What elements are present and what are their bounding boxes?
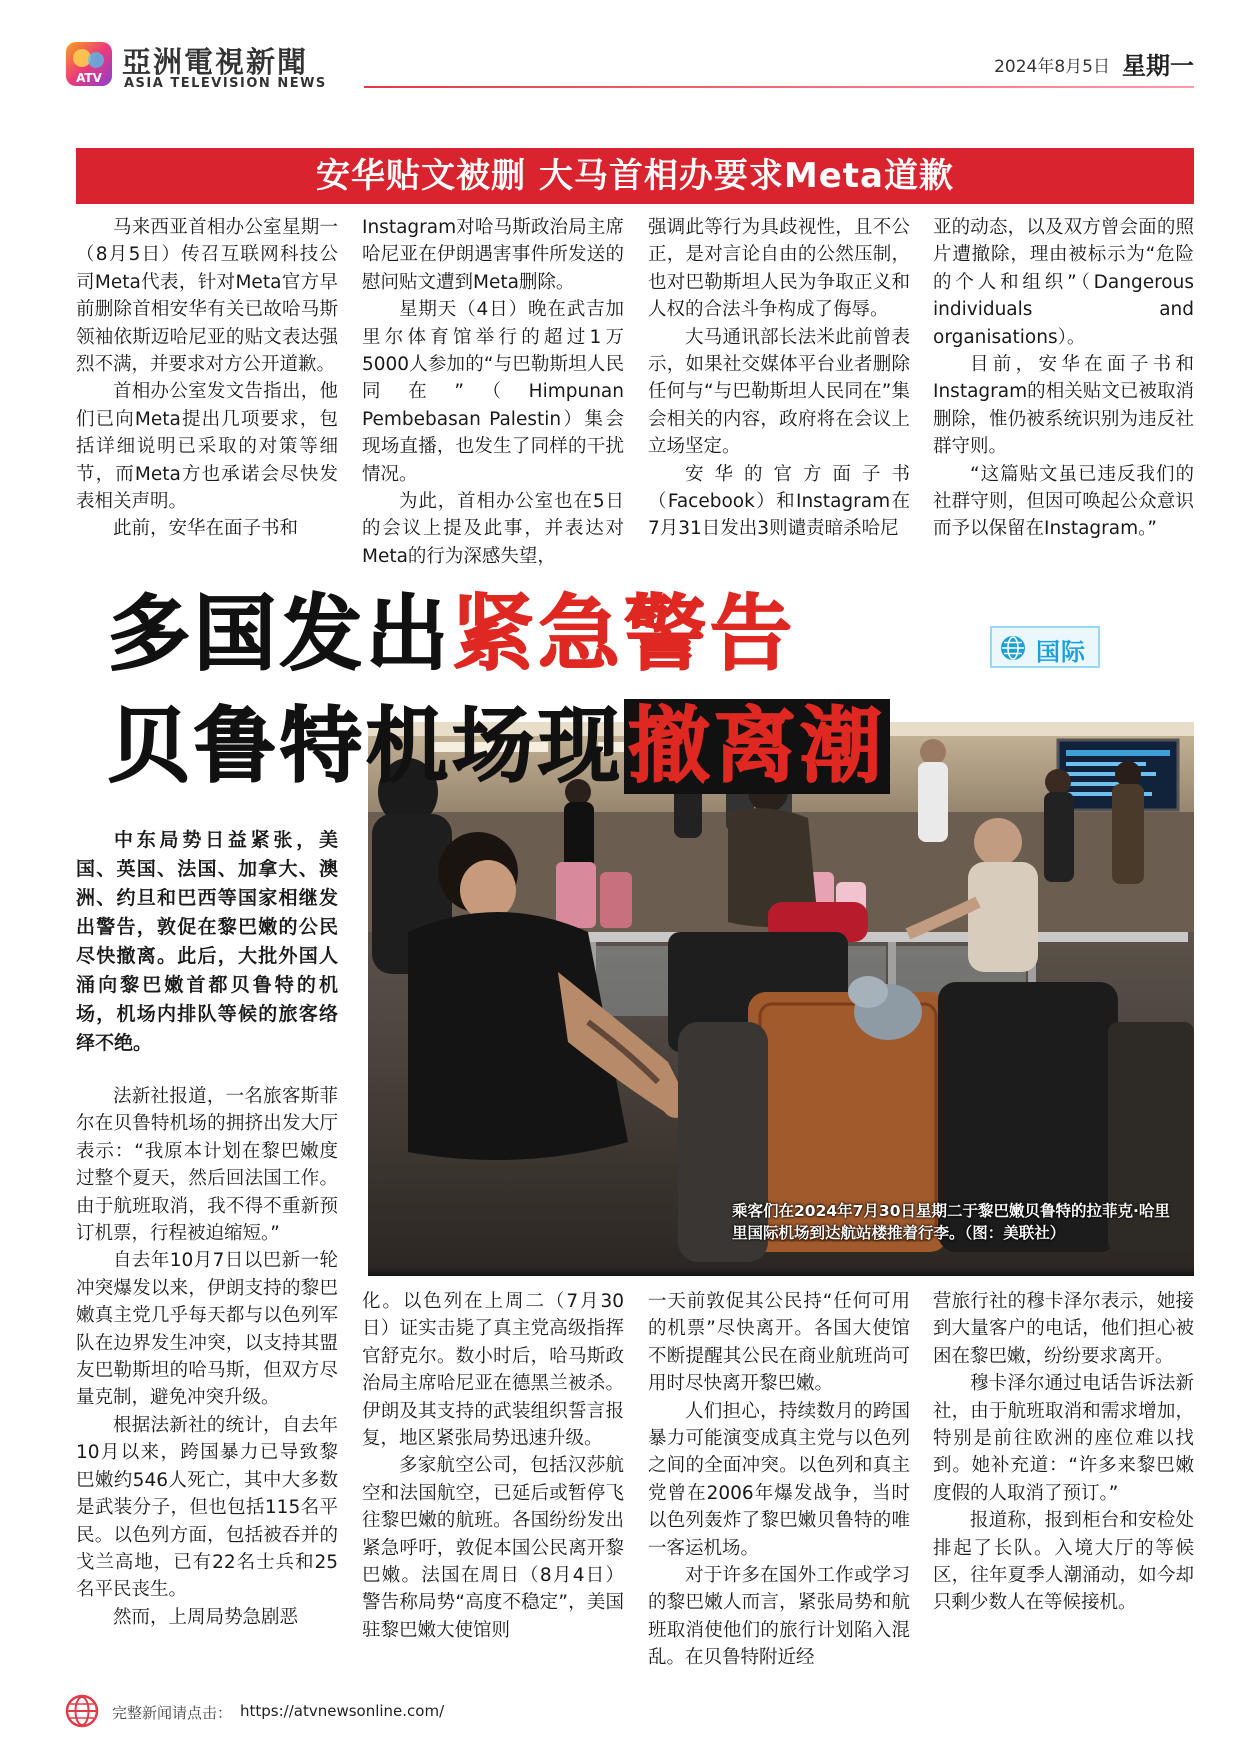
story2-headline-line1 — [108, 587, 797, 682]
footer-label: 完整新闻请点击： — [112, 1704, 233, 1722]
globe-icon — [1000, 635, 1026, 661]
story1-column-1 — [76, 214, 338, 543]
story2-column-2 — [362, 1288, 624, 1644]
footer-link[interactable]: https://atvnewsonline.com/ — [240, 1702, 445, 1720]
paragraph: 马来西亚首相办公室星期一（8月5日）传召互联网科技公司Meta代表，针对Meta官方早前删除首相安华有关已故哈马斯领袖依斯迈哈尼亚的贴文表达强烈不满，并要求对方公开道歉。 — [76, 217, 338, 376]
paragraph: 首相办公室发文告指出，他们已向Meta提出几项要求，包括详细说明已采取的对策等细节，而Meta方也承诺会尽快发表相关声明。 — [76, 381, 338, 513]
paragraph: 一天前敦促其公民持“任何可用的机票”尽快离开。各国大使馆不断提醒其公民在商业航班尚可用时尽快离开黎巴嫩。 — [648, 1291, 910, 1395]
paragraph: 星期天（4日）晚在武吉加里尔体育馆举行的超过1万5000人参加的“与巴勒斯坦人民同在”（Himpunan Pembebasan Palestin）集会现场直播，也发生了同样的干扰情况。 — [362, 299, 624, 485]
logo-text: ATV — [76, 71, 102, 85]
paragraph: 对于许多在国外工作或学习的黎巴嫩人而言，紧张局势和航班取消使他们的旅行计划陷入混乱。在贝鲁特附近经 — [648, 1565, 910, 1669]
paragraph: 穆卡泽尔通过电话告诉法新社，由于航班取消和需求增加，特别是前往欧洲的座位难以找到。她补充道：“许多来黎巴嫩度假的人取消了预订。” — [933, 1373, 1194, 1504]
paragraph: 强调此等行为具歧视性，且不公正，是对言论自由的公然压制，也对巴勒斯坦人民为争取正义和人权的合法斗争构成了侮辱。 — [648, 217, 910, 321]
paragraph: 法新社报道，一名旅客斯菲尔在贝鲁特机场的拥挤出发大厅表示：“我原本计划在黎巴嫩度过整个夏天，然后回法国工作。由于航班取消，我不得不重新预订机票，行程被迫缩短。” — [76, 1086, 338, 1245]
headline-highlight: 紧急警告 — [452, 587, 797, 682]
paragraph: 根据法新社的统计，自去年10月以来，跨国暴力已导致黎巴嫩约546人死亡，其中大多数是武装分子，但也包括115名平民。以色列方面，包括被吞并的戈兰高地，已有22名士兵和25名平民丧生。 — [76, 1414, 338, 1601]
paragraph: 报道称，报到柜台和安检处排起了长队。入境大厅的等候区，往年夏季人潮涌动，如今却只剩少数人在等候接机。 — [933, 1510, 1194, 1614]
lead-paragraph: 中东局势日益紧张，美国、英国、法国、加拿大、澳洲、约旦和巴西等国家相继发出警告，敦促在黎巴嫩的公民尽快撤离。此后，大批外国人涌向黎巴嫩首都贝鲁特的机场，机场内排队等候的旅客络绎不绝。 — [76, 829, 338, 1054]
paragraph: 化。以色列在上周二（7月30日）证实击毙了真主党高级指挥官舒克尔。数小时后，哈马斯政治局主席哈尼亚在德黑兰被杀。伊朗及其支持的武装组织誓言报复，地区紧张局势迅速升级。 — [362, 1291, 624, 1450]
footer — [64, 1694, 664, 1730]
paragraph: 为此，首相办公室也在5日的会议上提及此事，并表达对Meta的行为深感失望， — [362, 491, 624, 567]
paragraph: 安华的官方面子书（Facebook）和Instagram在7月31日发出3则谴责暗杀哈尼 — [648, 463, 910, 540]
section-tag — [990, 626, 1100, 668]
section-tag-label: 国际 — [1036, 638, 1086, 666]
issue-weekday: 星期一 — [1122, 52, 1194, 80]
news-link-icon — [64, 1694, 100, 1728]
news-photo — [368, 722, 1194, 1276]
paragraph: 此前，安华在面子书和 — [113, 518, 299, 540]
paragraph: Instagram对哈马斯政治局主席哈尼亚在伊朗遇害事件所发送的慰问贴文遭到Meta删除。 — [362, 217, 624, 293]
story2-column-3 — [648, 1288, 910, 1672]
headline-plain: 多国发出 — [108, 587, 453, 682]
paragraph: 大马通讯部长法米此前曾表示，如果社交媒体平台业者删除任何与“与巴勒斯坦人民同在”集会相关的内容，政府将在会议上立场坚定。 — [648, 326, 910, 458]
paragraph: 亚的动态，以及双方曾会面的照片遭撤除，理由被标示为“危险的个人和组织”（Dangerous individuals and organisations）。 — [933, 217, 1194, 348]
paragraph: “这篇贴文虽已违反我们的社群守则，但因可唤起公众意识而予以保留在Instagram。” — [933, 463, 1194, 540]
headline-plain: 贝鲁特机场现 — [108, 699, 625, 794]
paragraph: 人们担心，持续数月的跨国暴力可能演变成真主党与以色列之间的全面冲突。以色列和真主党曾在2006年爆发战争，当时以色列轰炸了黎巴嫩贝鲁特的唯一客运机场。 — [648, 1400, 910, 1559]
masthead — [64, 36, 1194, 92]
paragraph: 然而，上周局势急剧恶 — [113, 1606, 299, 1628]
paragraph: 营旅行社的穆卡泽尔表示，她接到大量客户的电话，他们担心被困在黎巴嫩，纷纷要求离开。 — [933, 1291, 1194, 1367]
story2-left-column — [76, 1083, 338, 1631]
story2-lead — [76, 826, 338, 1058]
paragraph: 目前，安华在面子书和Instagram的相关贴文已被取消删除，惟仍被系统识别为违反社群守则。 — [933, 354, 1194, 458]
brand-name-english: ASIA TELEVISION NEWS — [124, 76, 327, 91]
brand-name-chinese: 亞洲電視新聞 — [122, 45, 309, 79]
photo-caption: 乘客们在2024年7月30日星期二于黎巴嫩贝鲁特的拉菲克·哈里里国际机场到达航站楼推着行李。（图：美联社） — [732, 1202, 1170, 1242]
story1-column-3 — [648, 214, 910, 543]
atv-logo-icon — [64, 40, 116, 88]
airport-photo-illustration — [368, 722, 1194, 1276]
issue-date: 2024年8月5日 — [994, 57, 1110, 77]
story1-column-2 — [362, 214, 624, 570]
story1-column-4 — [933, 214, 1194, 543]
story2-column-4 — [933, 1288, 1194, 1617]
masthead-rule — [364, 86, 1194, 88]
headline-highlight: 撤离潮 — [624, 699, 890, 794]
story2-headline-line2 — [108, 699, 890, 794]
paragraph: 多家航空公司，包括汉莎航空和法国航空，已延后或暂停飞往黎巴嫩的航班。各国纷纷发出紧急呼吁，敦促本国公民离开黎巴嫩。法国在周日（8月4日）警告称局势“高度不稳定”，美国驻黎巴嫩大使馆则 — [362, 1455, 624, 1641]
paragraph: 自去年10月7日以巴新一轮冲突爆发以来，伊朗支持的黎巴嫩真主党几乎每天都与以色列军队在边界发生冲突，以支持其盟友巴勒斯坦的哈马斯，但双方尽量克制，避免冲突升级。 — [76, 1250, 338, 1409]
story1-headline: 安华贴文被删 大马首相办要求Meta道歉 — [76, 148, 1194, 204]
